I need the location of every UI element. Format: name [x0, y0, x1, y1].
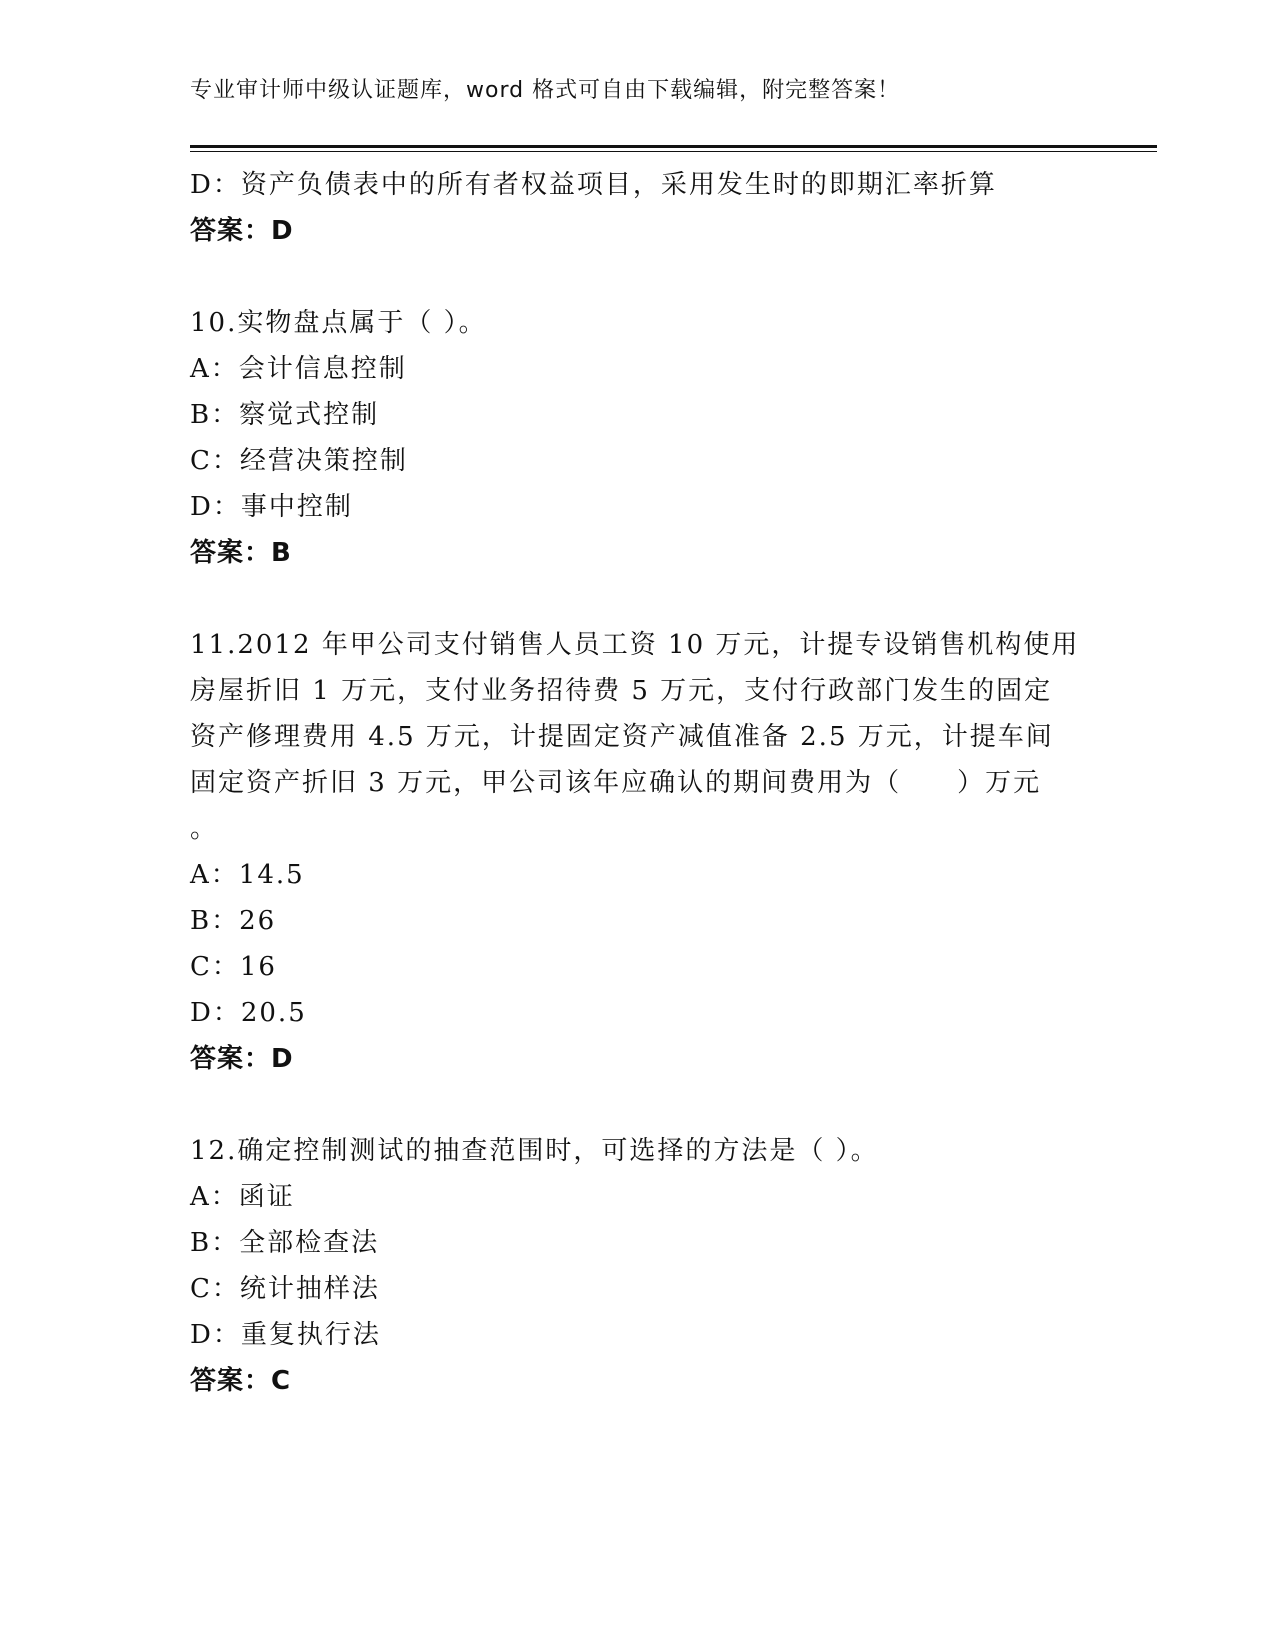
q11-option-b: B：26	[190, 906, 277, 936]
spacer	[190, 254, 1090, 300]
spacer	[190, 576, 1090, 622]
q12-option-d: D：重复执行法	[190, 1320, 381, 1350]
q10-option-a: A：会计信息控制	[190, 354, 407, 384]
q12-option-a: A：函证	[190, 1182, 295, 1212]
q10-answer: 答案：B	[190, 538, 292, 568]
q11-stem-line-4: 固定资产折旧 3 万元，甲公司该年应确认的期间费用为（ ）万元	[190, 768, 1042, 798]
q11-option-a: A：14.5	[190, 860, 305, 890]
header-rule-thin	[190, 151, 1157, 152]
q11-option-c: C：16	[190, 952, 277, 982]
q12-stem: 12.确定控制测试的抽查范围时，可选择的方法是（ ）。	[190, 1136, 879, 1166]
q9-option-d: D：资产负债表中的所有者权益项目，采用发生时的即期汇率折算	[190, 170, 997, 200]
q12-option-c: C：统计抽样法	[190, 1274, 380, 1304]
q9-answer: 答案：D	[190, 216, 294, 246]
q10-option-b: B：察觉式控制	[190, 400, 380, 430]
q11-stem-line-1: 11.2012 年甲公司支付销售人员工资 10 万元，计提专设销售机构使用	[190, 630, 1080, 660]
question-content	[190, 162, 1090, 1404]
q11-answer: 答案：D	[190, 1044, 294, 1074]
header-rule-thick	[190, 145, 1157, 148]
q11-option-d: D：20.5	[190, 998, 307, 1028]
q12-answer: 答案：C	[190, 1366, 292, 1396]
q10-option-d: D：事中控制	[190, 492, 353, 522]
q11-stem-line-2: 房屋折旧 1 万元，支付业务招待费 5 万元，支付行政部门发生的固定	[190, 676, 1053, 706]
q10-stem: 10.实物盘点属于（ ）。	[190, 308, 487, 338]
header-note: 专业审计师中级认证题库，word 格式可自由下载编辑，附完整答案！	[190, 78, 901, 103]
spacer	[190, 1082, 1090, 1128]
q11-stem-line-3: 资产修理费用 4.5 万元，计提固定资产减值准备 2.5 万元，计提车间	[190, 722, 1054, 752]
q10-option-c: C：经营决策控制	[190, 446, 408, 476]
q12-option-b: B：全部检查法	[190, 1228, 380, 1258]
q11-stem-line-5: 。	[190, 814, 219, 844]
